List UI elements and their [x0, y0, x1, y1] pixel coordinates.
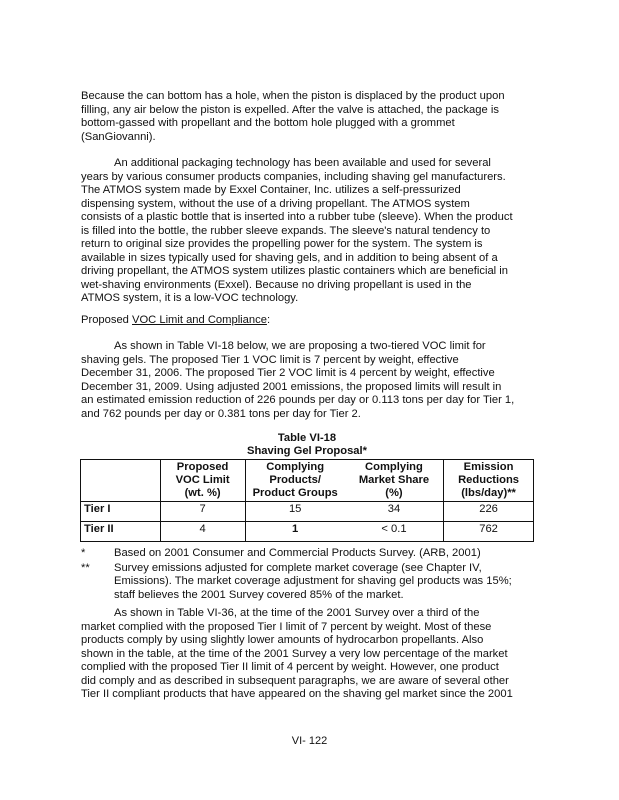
table-cell: 762	[444, 522, 534, 542]
paragraph-line: Tier II compliant products that have appeared on the shaving gel market since the 2001	[81, 688, 513, 700]
table-cell: 4	[160, 522, 245, 542]
column-header-line	[84, 487, 157, 500]
column-header-line	[84, 461, 157, 474]
page-number: VI- 122	[291, 735, 328, 747]
paragraph-line: an estimated emission reduction of 226 pounds per day or 0.113 tons per day for Tier 1,	[81, 394, 515, 406]
paragraph-line: ATMOS system, it is a low-VOC technology.	[81, 292, 299, 304]
table-title: Table VI-18	[277, 432, 337, 444]
footnote	[81, 547, 551, 561]
paragraph-line: (SanGiovanni).	[81, 130, 156, 143]
table-cell: 15	[245, 502, 345, 522]
paragraph-line: The ATMOS system made by Exxel Container, Inc. utilizes a self-pressurized	[81, 184, 461, 196]
paragraph-line: bottom-gassed with propellant and the bottom hole plugged with a grommet	[81, 117, 455, 129]
paragraph-line: products comply by using slightly lower amounts of hydrocarbon propellants. Also	[81, 634, 484, 646]
paragraph-line: and 762 pounds per day or 0.381 tons per day for Tier 2.	[81, 407, 361, 420]
paragraph-2	[81, 157, 551, 306]
paragraph-line: return to original size provides the propelling power for the system. The system is	[81, 238, 483, 250]
table-row	[81, 502, 534, 522]
paragraph-line: available in sizes typically used for shaving gels, and in addition to being absent of a	[81, 251, 498, 264]
footnote-text: staff believes the 2001 Survey covered 85% of the market.	[114, 588, 404, 601]
paragraph-line: is filled into the bottle, the rubber sleeve expands. The sleeve's natural tendency to	[81, 224, 491, 237]
paragraph-line: complied with the proposed Tier II limit of 4 percent by weight. However, one product	[81, 661, 499, 673]
table-cell: 1	[245, 522, 345, 542]
column-header-line: Market Share	[358, 474, 430, 486]
column-header-line: Products/	[269, 474, 321, 486]
column-header-line: (lbs/day)**	[461, 487, 516, 499]
paragraph-line: As shown in Table VI-36, at the time of the 2001 Survey over a third of the	[114, 607, 480, 619]
column-header-line: Complying	[365, 461, 423, 473]
table-row	[81, 522, 534, 542]
paragraph-line: December 31, 2006. The proposed Tier 2 VOC limit is 4 percent by weight, effective	[81, 367, 495, 379]
paragraph-line: shown in the table, at the time of the 2001 Survey a very low percentage of the market	[81, 647, 508, 660]
paragraph-line: consists of a plastic bottle that is inserted into a rubber tube (sleeve). When the product	[81, 211, 513, 223]
paragraph-line: As shown in Table VI-18 below, we are proposing a two-tiered VOC limit for	[114, 340, 486, 352]
paragraph-3	[81, 340, 551, 421]
footnote-text: Survey emissions adjusted for complete market coverage (see Chapter IV,	[114, 561, 482, 574]
column-header-line: Complying	[266, 461, 325, 473]
table-cell: 34	[345, 502, 444, 522]
table-cell: < 0.1	[345, 522, 444, 542]
column-header	[81, 460, 161, 502]
paragraph-line: An additional packaging technology has been available and used for several	[114, 157, 491, 169]
paragraph-line: dispensing system, without the use of a driving propellant. The ATMOS system	[81, 197, 470, 210]
paragraph-line: driving propellant, the ATMOS system utilizes plastic containers which are beneficial in	[81, 265, 508, 277]
footnote	[81, 561, 551, 601]
table-cell: Tier II	[81, 522, 161, 542]
column-header	[160, 460, 245, 502]
footnote-text: Emissions). The market coverage adjustment for shaving gel products was 15%;	[114, 575, 512, 587]
column-header-line: Product Groups	[252, 487, 338, 499]
table-header-row	[81, 460, 534, 502]
column-header-line: (wt. %)	[184, 487, 221, 499]
footnote-text: Based on 2001 Consumer and Commercial Products Survey. (ARB, 2001)	[114, 547, 481, 559]
column-header-line: Proposed	[176, 461, 229, 473]
column-header	[345, 460, 444, 502]
column-header-line	[84, 474, 157, 487]
column-header-line: Emission	[463, 461, 514, 473]
column-header-line: VOC Limit	[175, 474, 230, 486]
column-header	[245, 460, 345, 502]
column-header	[444, 460, 534, 502]
paragraph-4	[81, 607, 551, 702]
column-header-line: (%)	[385, 487, 403, 499]
heading-prefix: Proposed	[81, 314, 132, 326]
table-cell: 7	[160, 502, 245, 522]
section-heading	[81, 314, 551, 328]
paragraph-line: years by various consumer products companies, including shaving gel manufacturers.	[81, 170, 506, 183]
column-header-line: Reductions	[458, 474, 520, 486]
table-subtitle: Shaving Gel Proposal*	[247, 445, 367, 457]
paragraph-line: Because the can bottom has a hole, when the piston is displaced by the product upon	[81, 90, 505, 102]
paragraph-line: shaving gels. The proposed Tier 1 VOC limit is 7 percent by weight, effective	[81, 353, 459, 366]
paragraph-line: did comply and as described in subsequent paragraphs, we are aware of several other	[81, 674, 509, 687]
heading-underlined: VOC Limit and Compliance	[132, 314, 267, 326]
paragraph-line: market complied with the proposed Tier I limit of 7 percent by weight. Most of these	[81, 620, 492, 633]
paragraph-line: wet-shaving environments (Exxel). Because no driving propellant is used in the	[81, 278, 472, 291]
table-cell: Tier I	[81, 502, 161, 522]
paragraph-1	[81, 90, 551, 144]
paragraph-line: filling, any air below the piston is expelled. After the valve is attached, the package is	[81, 103, 499, 116]
footnote-mark: **	[81, 561, 90, 574]
heading-suffix: :	[266, 314, 271, 326]
shaving-gel-proposal-table	[80, 459, 534, 542]
paragraph-line: December 31, 2009. Using adjusted 2001 emissions, the proposed limits will result in	[81, 380, 502, 393]
table-cell: 226	[444, 502, 534, 522]
footnote-mark: *	[81, 547, 86, 559]
